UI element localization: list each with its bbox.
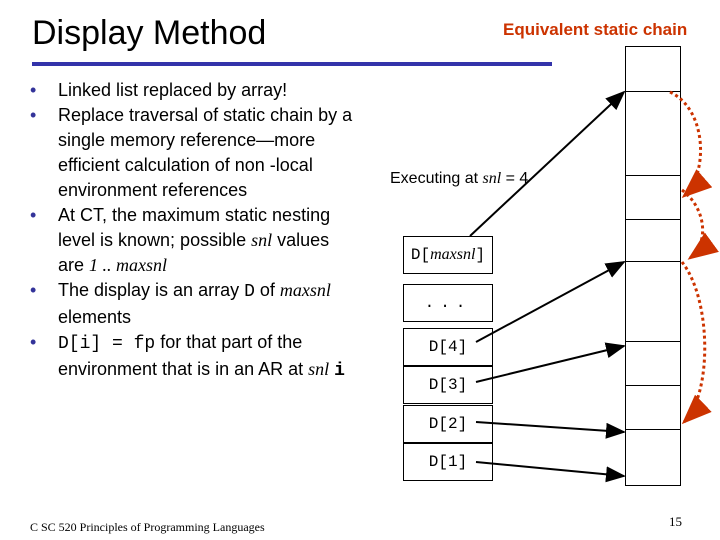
display-cell-d2: D[2] [403,405,493,443]
footer-course: C SC 520 Principles of Programming Languages [30,520,265,534]
bullet-text: At CT, the maximum static nesting level is known; possible [58,205,331,250]
bullet-text: values are [58,230,330,275]
display-cell-d3: D[3] [403,366,493,404]
display-entry-code: D[i] = fp [58,334,156,354]
snl-term: snl [308,359,330,379]
pointer-arrow-d2 [476,422,624,432]
page-number: 15 [669,514,682,529]
pointer-arrow-d4 [476,262,624,342]
bullet-dot-icon: • [30,105,37,125]
index-var: i [334,361,345,381]
pointer-arrow-d1 [476,462,624,476]
pointer-arrow-d3 [476,346,624,382]
static-link-arrow [682,262,705,422]
static-link-arrow [682,190,703,258]
bullet-text: for that part of the environment that is in an AR at [58,332,309,379]
bullet-dot-icon: • [30,80,37,100]
bullet-text: Linked list replaced by array! [58,80,288,100]
array-name: D [244,282,255,302]
static-link-arrow [670,92,701,196]
display-cell-d4: D[4] [403,328,493,366]
snl-range: 1 .. maxsnl [89,255,168,275]
bullet-text: of [254,280,280,300]
executing-level-label: Executing at snl = 4 [390,170,529,187]
snl-term: snl [251,230,273,250]
bullet-dot-icon: • [30,332,37,352]
display-cell-d1: D[1] [403,443,493,481]
static-chain-label: Equivalent static chain [503,20,688,39]
bullet-text: The display is an array [58,280,245,300]
bullet-dot-icon: • [30,205,37,225]
display-cell-ellipsis: ... [403,284,493,322]
display-cell-maxsnl: D[maxsnl] [403,236,493,274]
snl-term: snl [482,170,502,187]
maxsnl-term: maxsnl [279,280,331,300]
bullet-text: elements [58,307,132,327]
maxsnl-term: maxsnl [430,246,476,263]
pointer-arrow-maxsnl [470,92,624,236]
bullet-dot-icon: • [30,280,37,300]
slide-title: Display Method [32,14,267,52]
bullet-text: Replace traversal of static chain by a single memory reference—more efficient calculation of non -local environment references [58,105,353,200]
